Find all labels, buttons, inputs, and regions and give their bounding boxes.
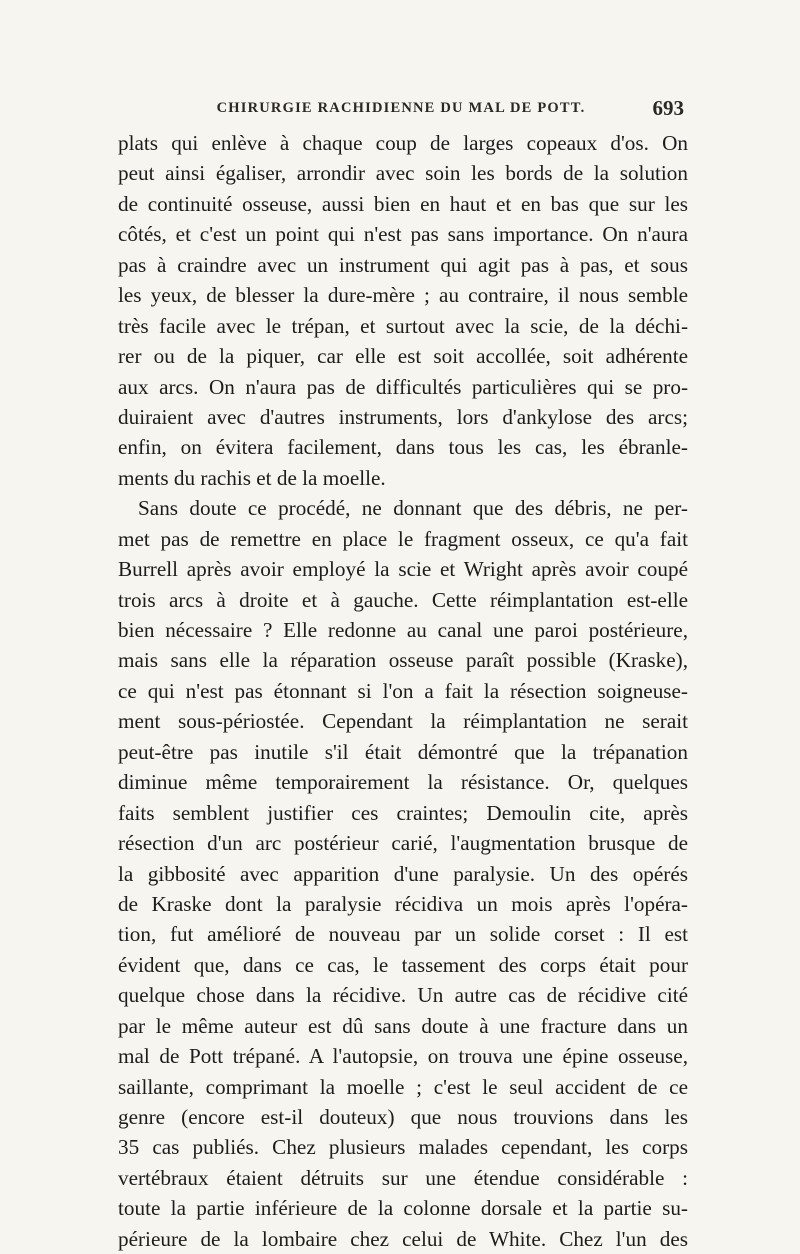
body-text — [118, 128, 688, 1254]
text-line: tion, fut amélioré de nouveau par un solide corset : Il est — [118, 922, 688, 947]
text-line: très facile avec le trépan, et surtout avec la scie, de la déchi- — [118, 313, 688, 338]
running-title: CHIRURGIE RACHIDIENNE DU MAL DE POTT. — [216, 100, 586, 116]
text-line: résection d'un arc postérieur carié, l'augmentation brusque de — [118, 831, 688, 856]
text-line: bien nécessaire ? Elle redonne au canal une paroi postérieure, — [118, 618, 688, 642]
text-line: par le même auteur est dû sans doute à une fracture dans un — [118, 1013, 688, 1038]
text-line: pas à craindre avec un instrument qui agit pas à pas, et sous — [118, 252, 688, 277]
text-line: duiraient avec d'autres instruments, lors d'ankylose des arcs; — [118, 404, 688, 429]
text-line: genre (encore est-il douteux) que nous trouvions dans les — [118, 1105, 688, 1129]
text-line: de continuité osseuse, aussi bien en haut et en bas que sur les — [118, 191, 688, 216]
text-line: enfin, on évitera facilement, dans tous les cas, les ébranle- — [118, 435, 688, 460]
text-line: diminue même temporairement la résistance. Or, quelques — [118, 770, 688, 795]
text-line: 35 cas publiés. Chez plusieurs malades cependant, les corps — [118, 1135, 688, 1160]
text-line: mais sans elle la réparation osseuse paraît possible (Kraske), — [118, 648, 688, 673]
text-line: Burrell après avoir employé la scie et Wright après avoir coupé — [118, 557, 688, 582]
text-line: faits semblent justifier ces craintes; Demoulin cite, après — [118, 800, 688, 825]
text-line: de Kraske dont la paralysie récidiva un mois après l'opéra- — [118, 891, 688, 916]
text-line: trois arcs à droite et à gauche. Cette réimplantation est-elle — [118, 587, 688, 612]
text-line: la gibbosité avec apparition d'une paralysie. Un des opérés — [118, 861, 688, 886]
text-line: vertébraux étaient détruits sur une étendue considérable : — [118, 1165, 688, 1190]
paragraph — [118, 493, 688, 1254]
text-line: les yeux, de blesser la dure-mère ; au contraire, il nous semble — [118, 283, 688, 308]
text-line: ment sous-périostée. Cependant la réimplantation ne serait — [118, 709, 688, 734]
text-line: ments du rachis et de la moelle. — [118, 465, 386, 490]
text-line: saillante, comprimant la moelle ; c'est le seul accident de ce — [118, 1074, 688, 1099]
text-line: peut ainsi égaliser, arrondir avec soin les bords de la solution — [118, 161, 688, 186]
text-line: ce qui n'est pas étonnant si l'on a fait la résection soigneuse- — [118, 678, 688, 703]
text-line: quelque chose dans la récidive. Un autre cas de récidive cité — [118, 983, 688, 1008]
text-line: aux arcs. On n'aura pas de difficultés particulières qui se pro- — [118, 374, 688, 399]
text-line: évident que, dans ce cas, le tassement des corps était pour — [118, 952, 688, 977]
text-line: mal de Pott trépané. A l'autopsie, on trouva une épine osseuse, — [118, 1044, 688, 1069]
text-line: plats qui enlève à chaque coup de larges copeaux d'os. On — [118, 131, 688, 155]
paragraph — [118, 128, 688, 493]
text-line: côtés, et c'est un point qui n'est pas sans importance. On n'aura — [118, 222, 688, 247]
text-line: rer ou de la piquer, car elle est soit accollée, soit adhérente — [118, 344, 688, 369]
page-header — [118, 96, 684, 122]
text-line: périeure de la lombaire chez celui de White. Chez l'un des — [118, 1226, 688, 1251]
text-line: Sans doute ce procédé, ne donnant que des débris, ne per- — [138, 496, 688, 521]
text-line: peut-être pas inutile s'il était démontré que la trépanation — [118, 739, 688, 764]
text-line: met pas de remettre en place le fragment osseux, ce qu'a fait — [118, 526, 688, 551]
page-number: 693 — [652, 96, 684, 120]
text-line: toute la partie inférieure de la colonne dorsale et la partie su- — [118, 1196, 688, 1221]
